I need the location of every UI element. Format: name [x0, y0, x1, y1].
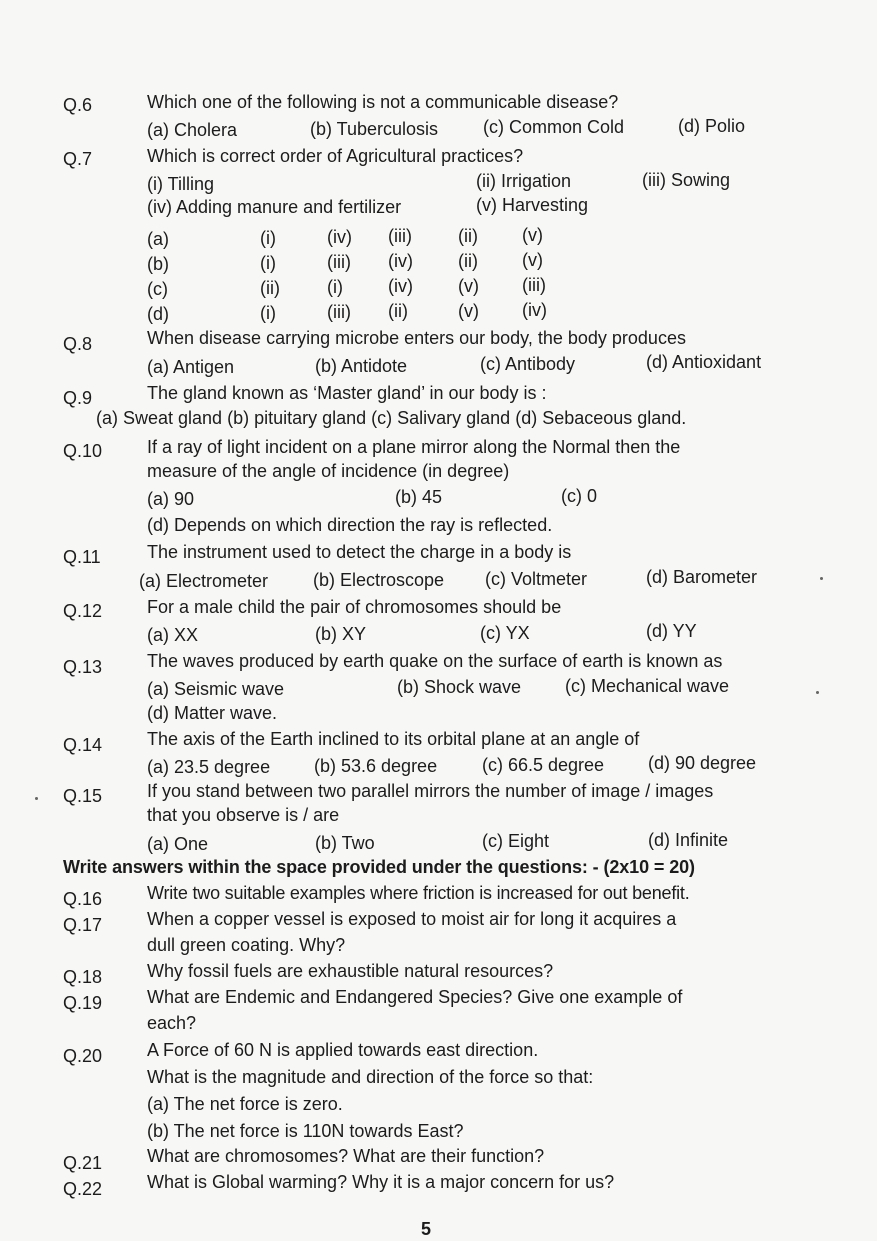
option-a: (a) One [147, 834, 209, 854]
order-cell: (iv) [327, 227, 352, 247]
question-number: Q.17 [63, 915, 103, 935]
question-number: Q.11 [63, 547, 101, 567]
option-b: (b) Shock wave [397, 677, 522, 697]
question-text: Why fossil fuels are exhaustible natural resources? [147, 961, 554, 981]
question-number: Q.19 [63, 993, 103, 1013]
option-b: (b) Antidote [315, 356, 408, 376]
option-d: (d) 90 degree [648, 753, 757, 773]
order-cell: (i) [260, 303, 276, 323]
question-number: Q.12 [63, 601, 103, 621]
question-text-cont: What is the magnitude and direction of the force so that: [147, 1067, 594, 1087]
practice-5: (v) Harvesting [476, 195, 589, 215]
order-cell: (iii) [327, 252, 351, 272]
option-d: (d) Infinite [648, 830, 729, 850]
question-text: What are Endemic and Endangered Species? Give one example of [147, 987, 683, 1007]
sub-part-a: (a) The net force is zero. [147, 1094, 343, 1114]
option-d: (d) YY [646, 621, 697, 641]
option-a: (a) Seismic wave [147, 679, 285, 699]
question-number: Q.22 [63, 1179, 103, 1199]
question-text: If you stand between two parallel mirrors the number of image / images [147, 781, 714, 801]
order-cell: (ii) [388, 301, 408, 321]
question-number: Q.21 [63, 1153, 103, 1173]
practice-2: (ii) Irrigation [476, 171, 572, 191]
option-d: (d) Depends on which direction the ray is reflected. [147, 515, 553, 535]
option-b: (b) 45 [395, 487, 443, 507]
question-number: Q.14 [63, 735, 103, 755]
order-cell: (ii) [458, 251, 478, 271]
order-cell: (v) [458, 301, 479, 321]
question-number: Q.18 [63, 967, 103, 987]
option-a: (a) XX [147, 625, 199, 645]
order-cell: (iii) [522, 275, 546, 295]
question-number: Q.20 [63, 1046, 103, 1066]
question-number: Q.6 [63, 95, 93, 115]
option-c: (c) Voltmeter [485, 569, 588, 589]
option-c: (c) 66.5 degree [482, 755, 605, 775]
question-number: Q.8 [63, 334, 93, 354]
question-text-cont: measure of the angle of incidence (in degree) [147, 461, 510, 481]
order-cell: (c) [147, 279, 168, 299]
option-c: (c) Mechanical wave [565, 676, 730, 696]
question-text: Write two suitable examples where friction is increased for out benefit. [147, 883, 690, 903]
question-number: Q.10 [63, 441, 103, 461]
question-text: What is Global warming? Why it is a major concern for us? [147, 1172, 615, 1192]
option-d: (d) Polio [678, 116, 746, 136]
option-a: (a) 90 [147, 489, 195, 509]
question-number: Q.9 [63, 388, 93, 408]
question-text-cont: each? [147, 1013, 197, 1033]
section-heading: Write answers within the space provided under the questions: - (2x10 = 20) [63, 857, 695, 877]
option-d: (d) Matter wave. [147, 703, 278, 723]
practice-3: (iii) Sowing [642, 170, 731, 190]
order-cell: (i) [327, 277, 343, 297]
speck [820, 577, 823, 580]
question-text: The waves produced by earth quake on the surface of earth is known as [147, 651, 723, 671]
question-text-cont: dull green coating. Why? [147, 935, 346, 955]
order-cell: (iv) [522, 300, 547, 320]
question-text: What are chromosomes? What are their function? [147, 1146, 545, 1166]
order-cell: (d) [147, 304, 169, 324]
question-text: A Force of 60 N is applied towards east direction. [147, 1040, 539, 1060]
question-text: For a male child the pair of chromosomes should be [147, 597, 562, 617]
page-number: 5 [421, 1219, 432, 1239]
order-cell: (v) [522, 225, 543, 245]
order-cell: (b) [147, 254, 169, 274]
option-c: (c) Common Cold [483, 117, 625, 137]
question-number: Q.7 [63, 149, 93, 169]
order-cell: (v) [522, 250, 543, 270]
question-number: Q.16 [63, 889, 103, 909]
order-cell: (i) [260, 253, 276, 273]
option-b: (b) XY [315, 624, 367, 644]
option-c: (c) Eight [482, 831, 550, 851]
option-b: (b) Two [315, 833, 375, 853]
question-text: Which one of the following is not a communicable disease? [147, 92, 619, 112]
order-cell: (iv) [388, 276, 413, 296]
order-cell: (v) [458, 276, 479, 296]
option-a: (a) 23.5 degree [147, 757, 271, 777]
question-text: The instrument used to detect the charge in a body is [147, 542, 572, 562]
order-cell: (i) [260, 228, 276, 248]
order-cell: (iv) [388, 251, 413, 271]
question-number: Q.13 [63, 657, 103, 677]
option-a: (a) Electrometer [139, 571, 269, 591]
practice-4: (iv) Adding manure and fertilizer [147, 197, 402, 217]
speck [35, 797, 38, 800]
options-line: (a) Sweat gland (b) pituitary gland (c) Salivary gland (d) Sebaceous gland. [96, 408, 687, 428]
order-cell: (iii) [327, 302, 351, 322]
option-c: (c) YX [480, 623, 530, 643]
option-c: (c) Antibody [480, 354, 576, 374]
option-b: (b) 53.6 degree [314, 756, 438, 776]
question-text: When a copper vessel is exposed to moist air for long it acquires a [147, 909, 677, 929]
option-c: (c) 0 [561, 486, 597, 506]
question-text: If a ray of light incident on a plane mirror along the Normal then the [147, 437, 681, 457]
sub-part-b: (b) The net force is 110N towards East? [147, 1121, 464, 1141]
question-text: Which is correct order of Agricultural practices? [147, 146, 524, 166]
option-b: (b) Electroscope [313, 570, 445, 590]
option-d: (d) Antioxidant [646, 352, 762, 372]
option-a: (a) Cholera [147, 120, 238, 140]
speck [816, 691, 819, 694]
practice-1: (i) Tilling [147, 174, 215, 194]
order-cell: (iii) [388, 226, 412, 246]
option-a: (a) Antigen [147, 357, 235, 377]
question-text: The axis of the Earth inclined to its orbital plane at an angle of [147, 729, 640, 749]
option-b: (b) Tuberculosis [310, 119, 439, 139]
order-cell: (ii) [458, 226, 478, 246]
order-cell: (ii) [260, 278, 280, 298]
option-d: (d) Barometer [646, 567, 758, 587]
order-cell: (a) [147, 229, 169, 249]
question-text: When disease carrying microbe enters our body, the body produces [147, 328, 686, 348]
question-number: Q.15 [63, 786, 103, 806]
question-text-cont: that you observe is / are [147, 805, 340, 825]
question-text: The gland known as ‘Master gland’ in our body is : [147, 383, 547, 403]
